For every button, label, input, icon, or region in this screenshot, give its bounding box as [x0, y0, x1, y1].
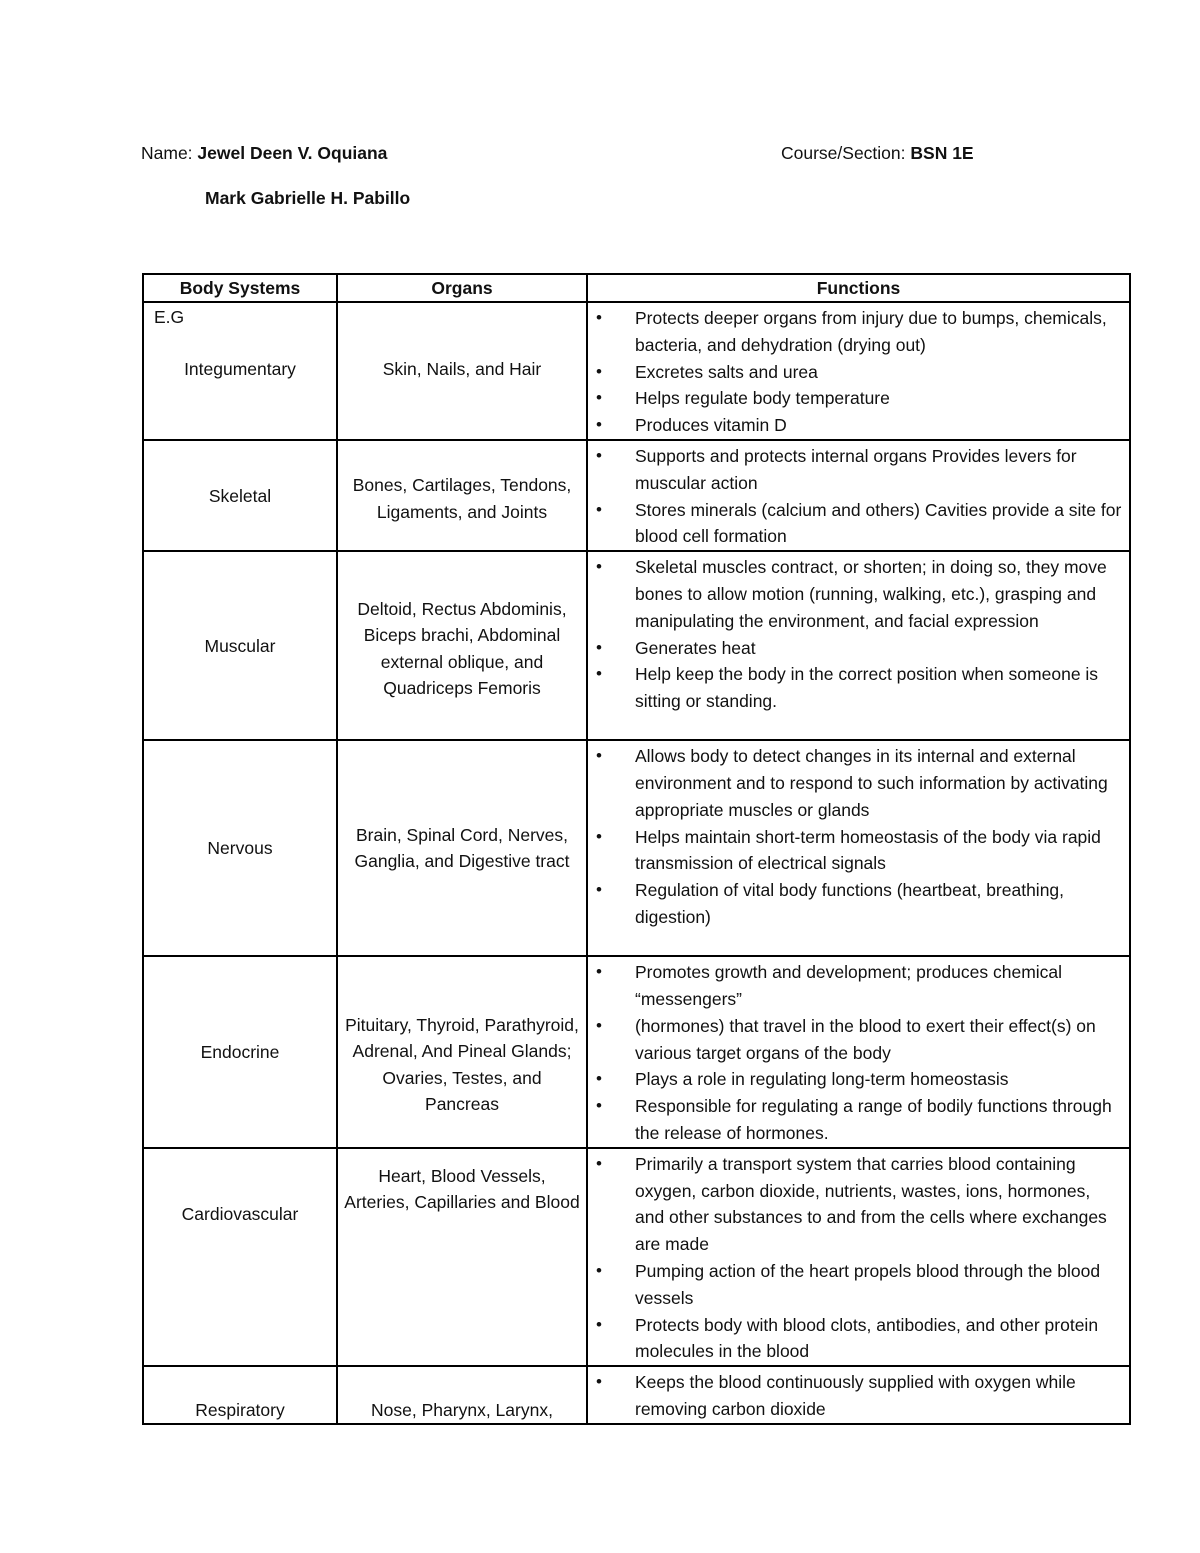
header-organs: Organs	[337, 274, 587, 302]
system-cell: Skeletal	[143, 440, 337, 551]
course-label: Course/Section:	[781, 143, 906, 163]
function-item: • Protects body with blood clots, antibodies, and other protein molecules in the blood	[588, 1312, 1123, 1366]
system-cell: Respiratory	[143, 1366, 337, 1424]
name-line	[141, 143, 387, 164]
table-row	[143, 302, 1130, 440]
header-body-systems: Body Systems	[143, 274, 337, 302]
functions-cell	[587, 440, 1130, 551]
functions-cell	[587, 956, 1130, 1148]
example-label: E.G	[154, 307, 185, 327]
function-item: • Keeps the blood continuously supplied with oxygen while removing carbon dioxide	[588, 1369, 1123, 1423]
second-name: Mark Gabrielle H. Pabillo	[205, 188, 411, 208]
organs-cell: Pituitary, Thyroid, Parathyroid, Adrenal, And Pineal Glands; Ovaries, Testes, and Pancreas	[337, 956, 587, 1148]
system-cell: Cardiovascular	[143, 1148, 337, 1366]
function-item: • Skeletal muscles contract, or shorten; in doing so, they move bones to allow motion (running, walking, etc.), grasping and manipulating the environment, and facial expression	[588, 554, 1123, 634]
function-item: • Primarily a transport system that carries blood containing oxygen, carbon dioxide, nutrients, wastes, ions, hormones, and other substances to and from the cells where exchanges are made	[588, 1151, 1123, 1258]
table-header-row	[143, 274, 1130, 302]
organs-cell: Brain, Spinal Cord, Nerves, Ganglia, and Digestive tract	[337, 740, 587, 956]
name-label: Name:	[141, 143, 193, 163]
function-item: • Generates heat	[588, 635, 1123, 662]
header-functions: Functions	[587, 274, 1130, 302]
function-item: • Helps maintain short-term homeostasis of the body via rapid transmission of electrical signals	[588, 824, 1123, 878]
table-row	[143, 1148, 1130, 1366]
course-value: BSN 1E	[910, 143, 974, 163]
organs-cell: Nose, Pharynx, Larynx,	[337, 1366, 587, 1424]
organs-cell: Bones, Cartilages, Tendons, Ligaments, and Joints	[337, 440, 587, 551]
organs-cell: Deltoid, Rectus Abdominis, Biceps brachi, Abdominal external oblique, and Quadriceps Femoris	[337, 551, 587, 740]
function-item: • Regulation of vital body functions (heartbeat, breathing, digestion)	[588, 877, 1123, 931]
function-item: • Supports and protects internal organs Provides levers for muscular action	[588, 443, 1123, 497]
organs-cell: Heart, Blood Vessels, Arteries, Capillaries and Blood	[337, 1148, 587, 1366]
function-item: • Allows body to detect changes in its internal and external environment and to respond to such information by activating appropriate muscles or glands	[588, 743, 1123, 823]
function-item: • Promotes growth and development; produces chemical “messengers”	[588, 959, 1123, 1013]
system-cell	[143, 302, 337, 440]
body-systems-table	[142, 273, 1131, 1425]
system-cell: Endocrine	[143, 956, 337, 1148]
functions-cell	[587, 1366, 1130, 1424]
function-item: • Help keep the body in the correct position when someone is sitting or standing.	[588, 661, 1123, 715]
table-row	[143, 740, 1130, 956]
system-cell: Muscular	[143, 551, 337, 740]
function-item: • Plays a role in regulating long-term homeostasis	[588, 1066, 1123, 1093]
table-row	[143, 551, 1130, 740]
function-item: • Helps regulate body temperature	[588, 385, 1123, 412]
functions-cell	[587, 551, 1130, 740]
function-item: • Pumping action of the heart propels blood through the blood vessels	[588, 1258, 1123, 1312]
function-item: • (hormones) that travel in the blood to exert their effect(s) on various target organs of the body	[588, 1013, 1123, 1067]
functions-cell	[587, 740, 1130, 956]
function-item: • Produces vitamin D	[588, 412, 1123, 439]
system-name: Integumentary	[184, 359, 296, 379]
function-item: • Excretes salts and urea	[588, 359, 1123, 386]
function-item: • Protects deeper organs from injury due to bumps, chemicals, bacteria, and dehydration (drying out)	[588, 305, 1123, 359]
system-cell: Nervous	[143, 740, 337, 956]
table-row	[143, 440, 1130, 551]
functions-cell	[587, 1148, 1130, 1366]
table-row	[143, 1366, 1130, 1424]
functions-cell	[587, 302, 1130, 440]
table-row	[143, 956, 1130, 1148]
name-value: Jewel Deen V. Oquiana	[197, 143, 388, 163]
function-item: • Responsible for regulating a range of bodily functions through the release of hormones.	[588, 1093, 1123, 1147]
function-item: • Stores minerals (calcium and others) Cavities provide a site for blood cell formation	[588, 497, 1123, 551]
organs-cell: Skin, Nails, and Hair	[337, 302, 587, 440]
course-line	[781, 143, 974, 164]
